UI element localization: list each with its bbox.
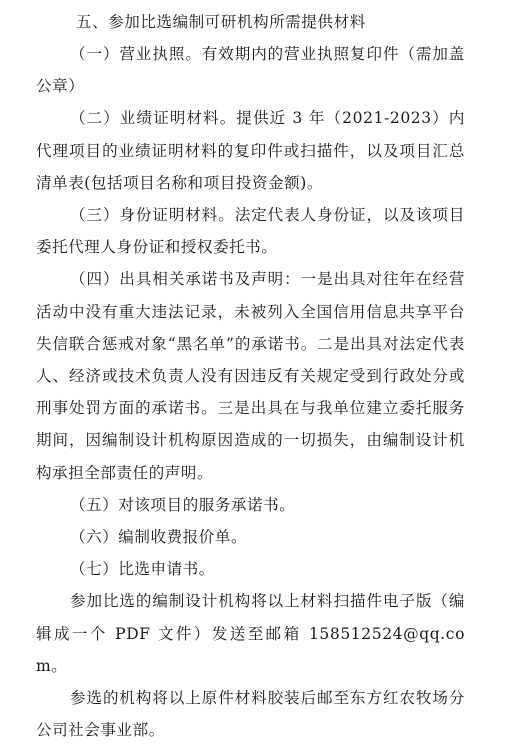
paragraph-email-submission: 参加比选的编制设计机构将以上材料扫描件电子版（编辑成一个 PDF 文件）发送至邮箱 158512524@qq.com。 [36, 592, 465, 675]
paragraph-commitment-letters: （四）出具相关承诺书及声明：一是出具对往年在经营活动中没有重大违法记录，未被列入全国信用信息共享平台失信联合惩戒对象“黑名单”的承诺书。二是出具对法定代表人、经济或技术负责人没有因违反有关规定受到行政处分或刑事处罚方面的承诺书。三是出具在与我单位建立委托服务期间，因编制设计机构原因造成的一切损失，由编制设计机构承担全部责任的声明。 [36, 270, 465, 482]
paragraph-business-license: （一）营业执照。有效期内的营业执照复印件（需加盖公章） [36, 45, 465, 96]
paragraph-application-form: （七）比选申请书。 [70, 560, 215, 579]
section-heading: 五、参加比选编制可研机构所需提供材料 [76, 13, 366, 31]
paragraph-mail-originals: 参选的机构将以上原件材料胶装后邮至东方红农牧场分公司社会事业部。 [36, 689, 465, 740]
paragraph-fee-quotation: （六）编制收费报价单。 [70, 528, 248, 547]
paragraph-performance-proof: （二）业绩证明材料。提供近 3 年（2021-2023）内代理项目的业绩证明材料的复印件或扫描件，以及项目汇总清单表(包括项目名称和项目投资金额)。 [36, 109, 465, 192]
paragraph-service-commitment: （五）对该项目的服务承诺书。 [70, 495, 296, 514]
paragraph-identity-proof: （三）身份证明材料。法定代表人身份证，以及该项目委托代理人身份证和授权委托书。 [36, 206, 465, 257]
